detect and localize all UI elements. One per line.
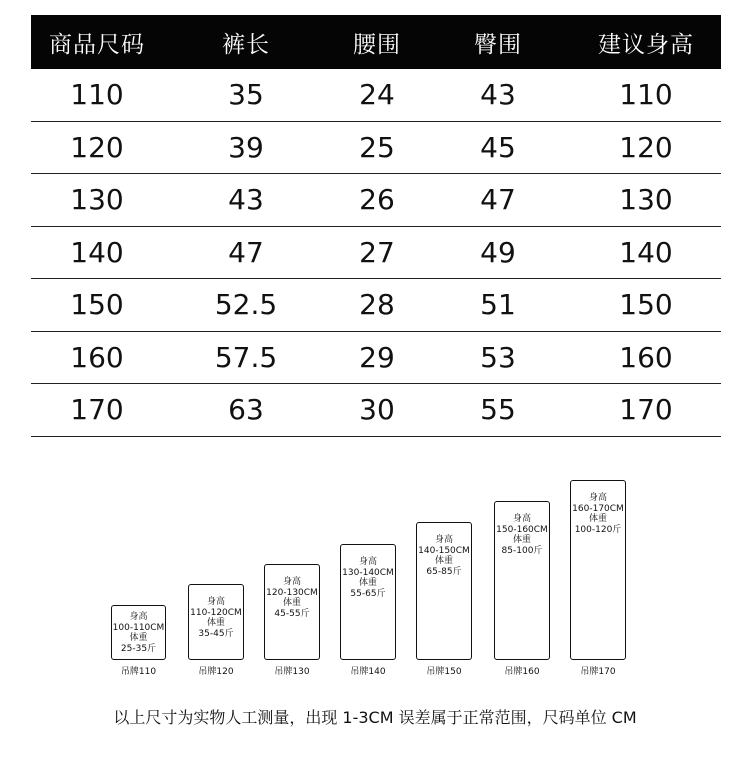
- hang-tag: [416, 522, 472, 660]
- cell-length: 39: [228, 130, 264, 164]
- hang-tag-height-label: 身高: [434, 535, 453, 545]
- hang-tag-name: 吊牌130: [274, 667, 310, 677]
- hang-tag-name: 吊牌120: [198, 667, 234, 677]
- table-row: [31, 122, 721, 175]
- hang-tag-height-label: 身高: [282, 577, 301, 587]
- hang-tag-height-label: 身高: [512, 514, 531, 524]
- table-row: [31, 227, 721, 280]
- hang-tag-weight-label: 体重: [434, 556, 453, 566]
- cell-hip: 51: [480, 288, 516, 322]
- hang-tag-name: 吊牌140: [350, 667, 386, 677]
- hang-tag: [188, 584, 244, 660]
- hang-tag-text: [342, 557, 394, 599]
- cell-hip: 45: [480, 130, 516, 164]
- hang-tag-text: [266, 577, 318, 619]
- header-hip: 臀围: [474, 31, 522, 58]
- hang-tag-weight-range: 25-35斤: [120, 643, 157, 654]
- cell-size: 160: [70, 340, 124, 374]
- cell-height: 130: [619, 183, 673, 217]
- hang-tag-text: [190, 597, 242, 639]
- hang-tag-weight-range: 85-100斤: [501, 545, 543, 556]
- cell-waist: 24: [359, 78, 395, 112]
- cell-waist: 25: [359, 130, 395, 164]
- cell-hip: 53: [480, 340, 516, 374]
- header-length: 裤长: [222, 31, 270, 58]
- table-row: [31, 332, 721, 385]
- cell-waist: 30: [359, 393, 395, 427]
- hang-tag-weight-label: 体重: [282, 598, 301, 608]
- table-row: [31, 384, 721, 437]
- cell-height: 120: [619, 130, 673, 164]
- cell-height: 170: [619, 393, 673, 427]
- cell-size: 170: [70, 393, 124, 427]
- cell-length: 52.5: [214, 288, 278, 322]
- hang-tag-name: 吊牌170: [580, 667, 616, 677]
- hang-tag-height-range: 150-160CM: [496, 524, 548, 535]
- cell-height: 110: [619, 78, 673, 112]
- hang-tag-text: [572, 493, 624, 535]
- hang-tag-text: [418, 535, 470, 577]
- cell-height: 160: [619, 340, 673, 374]
- hang-tag-height-label: 身高: [588, 493, 607, 503]
- cell-waist: 27: [359, 235, 395, 269]
- cell-waist: 29: [359, 340, 395, 374]
- hang-tag-weight-label: 体重: [206, 618, 225, 628]
- cell-size: 130: [70, 183, 124, 217]
- hang-tag-weight-label: 体重: [358, 578, 377, 588]
- hang-tag: [570, 480, 626, 660]
- hang-tag-name: 吊牌110: [120, 667, 157, 677]
- hang-tag-weight-range: 45-55斤: [274, 608, 310, 619]
- cell-hip: 49: [480, 235, 516, 269]
- hang-tag-weight-label: 体重: [512, 535, 531, 545]
- hang-tag-height-range: 140-150CM: [418, 545, 470, 556]
- hang-tag-height-label: 身高: [358, 557, 377, 567]
- size-table: [31, 15, 721, 437]
- table-row: [31, 279, 721, 332]
- hang-tag: [340, 544, 396, 660]
- cell-hip: 47: [480, 183, 516, 217]
- cell-length: 57.5: [214, 340, 278, 374]
- hang-tag-height-range: 120-130CM: [266, 587, 318, 598]
- cell-hip: 55: [480, 393, 516, 427]
- hang-tag-text: [496, 514, 548, 556]
- hang-tag-weight-range: 55-65斤: [350, 588, 386, 599]
- hang-tag-weight-label: 体重: [129, 633, 148, 643]
- header-waist: 腰围: [353, 31, 401, 58]
- hang-tag-name: 吊牌160: [504, 667, 540, 677]
- hang-tag: [264, 564, 320, 660]
- table-row: [31, 174, 721, 227]
- hang-tag-height-label: 身高: [206, 597, 225, 607]
- hang-tag: [111, 605, 166, 660]
- hang-tag-height-range: 100-110CM: [112, 622, 165, 633]
- cell-size: 150: [70, 288, 124, 322]
- cell-length: 63: [228, 393, 264, 427]
- cell-size: 110: [70, 78, 124, 112]
- table-header: [31, 15, 721, 69]
- hang-tag-height-label: 身高: [129, 612, 148, 622]
- cell-height: 150: [619, 288, 673, 322]
- hang-tag-height-range: 160-170CM: [572, 503, 624, 514]
- hang-tag-weight-label: 体重: [588, 514, 607, 524]
- cell-size: 120: [70, 130, 124, 164]
- cell-length: 47: [228, 235, 264, 269]
- hang-tag-text: [113, 612, 165, 654]
- hang-tag: [494, 501, 550, 660]
- table-body: [31, 69, 721, 437]
- cell-size: 140: [70, 235, 124, 269]
- cell-height: 140: [619, 235, 673, 269]
- cell-waist: 28: [359, 288, 395, 322]
- hang-tag-height-range: 130-140CM: [342, 567, 394, 578]
- table-row: [31, 69, 721, 122]
- cell-length: 43: [228, 183, 264, 217]
- header-size: 商品尺码: [49, 31, 145, 58]
- header-height: 建议身高: [598, 31, 694, 58]
- cell-length: 35: [228, 78, 264, 112]
- hang-tag-weight-range: 100-120斤: [574, 524, 622, 535]
- cell-waist: 26: [359, 183, 395, 217]
- hang-tag-weight-range: 35-45斤: [198, 628, 234, 639]
- hang-tag-weight-range: 65-85斤: [426, 566, 462, 577]
- tag-size-chart: [0, 470, 750, 690]
- cell-hip: 43: [480, 78, 516, 112]
- hang-tag-name: 吊牌150: [426, 667, 462, 677]
- footnote: 以上尺寸为实物人工测量，出现 1-3CM 误差属于正常范围，尺码单位 CM: [113, 708, 637, 727]
- hang-tag-height-range: 110-120CM: [190, 607, 242, 618]
